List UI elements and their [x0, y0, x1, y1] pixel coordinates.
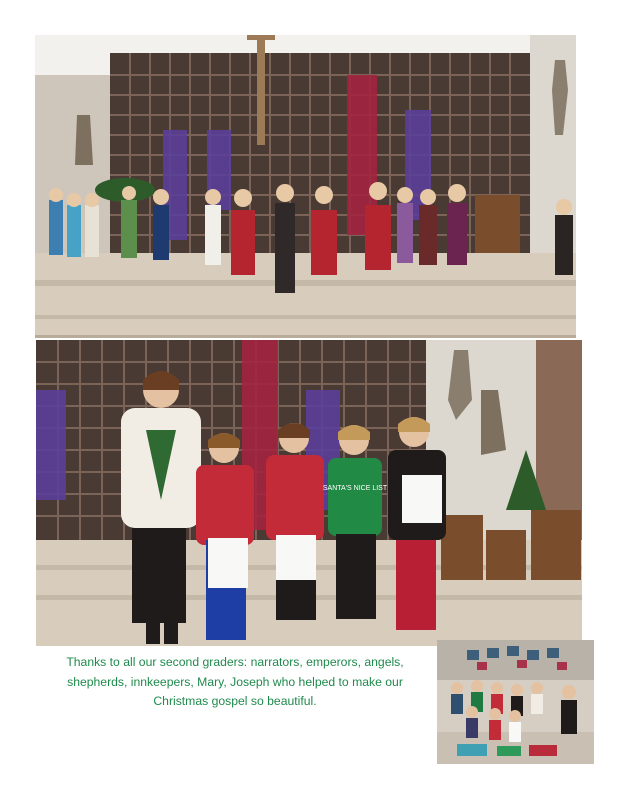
- photo-overhead-group: [437, 640, 594, 764]
- caption-line-3: Christmas gospel so beautiful.: [153, 694, 317, 708]
- caption-line-2: shepherds, innkeepers, Mary, Joseph who helped to make our: [67, 674, 403, 689]
- caption: [40, 653, 430, 712]
- photo-readers-group: [36, 340, 582, 646]
- caption-line-1: Thanks to all our second graders: narrators, emperors, angels,: [66, 655, 404, 669]
- photo-stage-group: [35, 35, 576, 338]
- shirt-text: SANTA'S NICE LIST: [322, 485, 388, 492]
